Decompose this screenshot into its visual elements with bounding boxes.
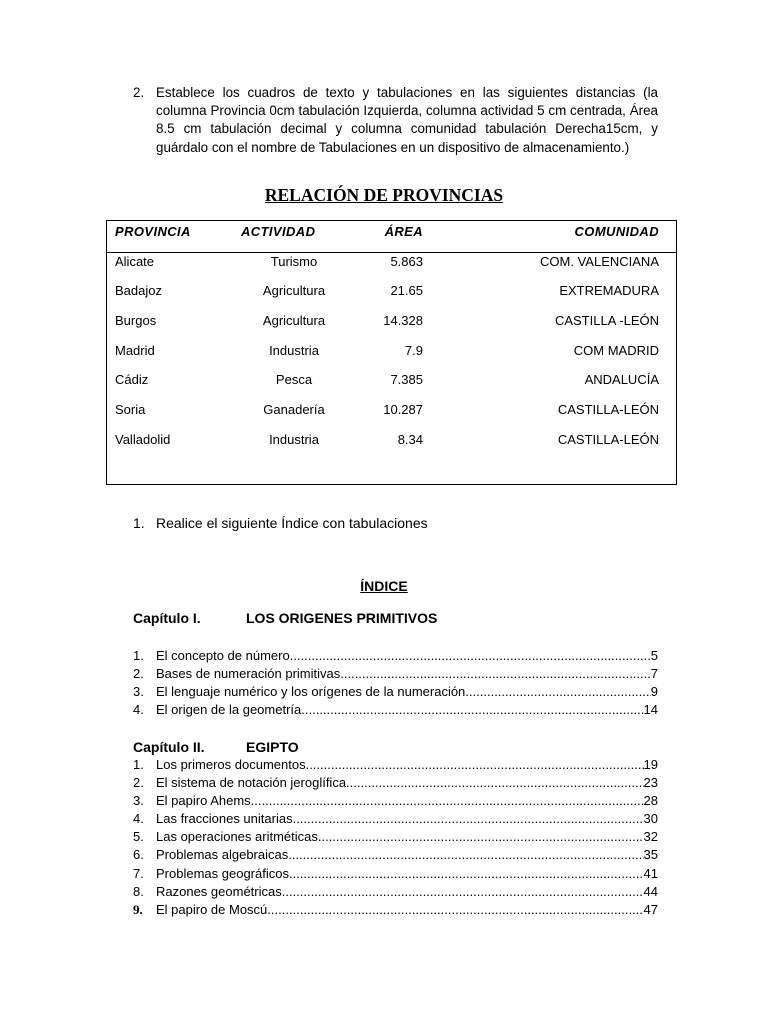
toc-page: 35 [643, 847, 658, 863]
toc-entry [133, 901, 658, 919]
toc-entry [133, 846, 658, 864]
toc-entry [133, 647, 658, 665]
toc-leader [465, 683, 650, 701]
provinces-table: PROVINCIA ACTIVIDAD ÁREA COMUNIDAD Alicate Turismo 5.863 COM. VALENCIANA Badajoz Agricultura 21.65 EXTREMADURA Burgos Agricultura 14.328 CASTILLA -LEÓN Madrid Industria 7.9 COM MADRID Cádiz Pesca 7.385 ANDALUCÍA Soria Ganadería 10.287 CASTILLA-LEÓN Valladolid Industria 8.34 CASTILLA-LEÓN [106, 220, 677, 485]
cell-comunidad: CASTILLA -LEÓN [554, 313, 659, 328]
toc-number: 9. [133, 901, 143, 917]
toc-page: 19 [643, 757, 658, 772]
cell-comunidad: CASTILLA-LEÓN [557, 402, 659, 417]
item-number: 2. [133, 85, 145, 100]
toc-entry [133, 774, 658, 792]
toc-number: 7. [133, 865, 144, 881]
cell-area: 5.863 [390, 254, 423, 269]
toc-entry [133, 865, 658, 883]
toc-entry [133, 756, 658, 774]
toc-number: 8. [133, 883, 144, 899]
header-area: ÁREA [384, 224, 423, 239]
chapter-title: LOS ORIGENES PRIMITIVOS [246, 610, 438, 626]
toc-page: 9 [650, 684, 658, 700]
cell-comunidad: EXTREMADURA [559, 283, 659, 298]
toc-text: Las operaciones aritméticas [156, 829, 318, 845]
cell-provincia: Alicate [115, 254, 155, 269]
header-comunidad: COMUNIDAD [574, 224, 659, 239]
toc-text: El papiro Ahems [156, 793, 251, 809]
toc-leader [293, 810, 644, 828]
toc-number: 4. [133, 702, 144, 718]
cell-comunidad: COM. VALENCIANA [540, 254, 659, 269]
toc-number: 6. [133, 847, 144, 863]
toc-page: 41 [643, 865, 658, 881]
cell-area: 7.9 [404, 343, 423, 358]
toc-number: 2. [133, 666, 144, 682]
toc-page: 5 [650, 648, 658, 663]
toc-entry [133, 883, 658, 901]
toc-number: 4. [133, 811, 144, 827]
toc-entry [133, 701, 658, 719]
toc-leader [289, 865, 644, 883]
toc-number: 3. [133, 793, 144, 809]
toc-text: El lenguaje numérico y los orígenes de la numeración [156, 684, 466, 700]
toc-page: 30 [643, 811, 658, 827]
toc-text: Bases de numeración primitivas [156, 666, 341, 682]
chapter-label: Capítulo I. [133, 610, 201, 626]
toc-leader [340, 665, 651, 683]
relacion-title: RELACIÓN DE PROVINCIAS [264, 185, 504, 205]
instruction-item-2 [133, 84, 658, 157]
toc-leader [290, 647, 651, 665]
toc-number: 2. [133, 775, 144, 791]
chapter-2-list [133, 756, 658, 919]
instruction-item-1 [133, 515, 428, 531]
toc-page: 14 [643, 702, 658, 718]
cell-provincia: Valladolid [115, 432, 171, 447]
header-actividad: ACTIVIDAD [241, 224, 316, 239]
toc-leader [306, 756, 644, 774]
toc-leader [318, 828, 644, 846]
chapter-1-list [133, 647, 658, 719]
toc-number: 5. [133, 829, 144, 845]
cell-provincia: Badajoz [115, 283, 162, 298]
toc-page: 47 [643, 901, 658, 917]
header-provincia: PROVINCIA [115, 224, 191, 239]
toc-text: El origen de la geometría [156, 702, 302, 718]
cell-area: 21.65 [390, 283, 423, 298]
cell-area: 10.287 [383, 402, 423, 417]
toc-text: Los primeros documentos [156, 757, 306, 772]
toc-entry [133, 665, 658, 683]
toc-text: Razones geométricas [156, 883, 282, 899]
cell-area: 7.385 [390, 372, 423, 387]
chapter-label: Capítulo II. [133, 739, 205, 755]
toc-page: 23 [643, 775, 658, 791]
toc-leader [301, 701, 643, 719]
toc-entry [133, 792, 658, 810]
toc-page: 32 [643, 829, 658, 845]
cell-comunidad: CASTILLA-LEÓN [557, 432, 659, 447]
cell-provincia: Soria [115, 402, 146, 417]
toc-text: El sistema de notación jeroglífica [156, 775, 347, 791]
toc-leader [346, 774, 643, 792]
toc-number: 1. [133, 648, 144, 663]
toc-text: Problemas geográficos [156, 865, 289, 881]
toc-leader [267, 901, 643, 919]
toc-leader [251, 792, 644, 810]
chapter-title: EGIPTO [246, 739, 299, 755]
toc-text: Problemas algebraicas [156, 847, 289, 863]
toc-entry [133, 828, 658, 846]
toc-number: 1. [133, 757, 144, 772]
toc-text: Las fracciones unitarias [156, 811, 293, 827]
chapter-1-heading [133, 610, 438, 626]
cell-provincia: Burgos [115, 313, 157, 328]
toc-entry [133, 683, 658, 701]
cell-area: 14.328 [383, 313, 423, 328]
item-text: Establece los cuadros de texto y tabulaciones en las siguientes distancias (la columna Provincia 0cm tabulación Izquierda, columna actividad 5 cm centrada, Área 8.5 cm tabulación decimal y columna comunidad tabulación Derecha15cm, y guárdalo con el nombre de Tabulaciones en un dispositivo de almacenamiento.) [156, 85, 658, 155]
cell-area: 8.34 [397, 432, 423, 447]
chapter-2-heading [133, 739, 299, 755]
item-text: Realice el siguiente Índice con tabulaciones [156, 515, 428, 531]
toc-text: El papiro de Moscú [156, 901, 268, 917]
table-header [107, 221, 676, 253]
cell-comunidad: COM MADRID [573, 343, 659, 358]
cell-provincia: Cádiz [115, 372, 149, 387]
toc-page: 44 [643, 883, 658, 899]
indice-title: ÍNDICE [360, 578, 408, 594]
toc-entry [133, 810, 658, 828]
cell-provincia: Madrid [115, 343, 155, 358]
toc-page: 7 [650, 666, 658, 682]
toc-number: 3. [133, 684, 144, 700]
toc-text: El concepto de número [156, 648, 290, 663]
toc-leader [288, 846, 643, 864]
item-number: 1. [133, 515, 145, 531]
toc-page: 28 [643, 793, 658, 809]
toc-leader [282, 883, 644, 901]
cell-comunidad: ANDALUCÍA [584, 372, 659, 387]
